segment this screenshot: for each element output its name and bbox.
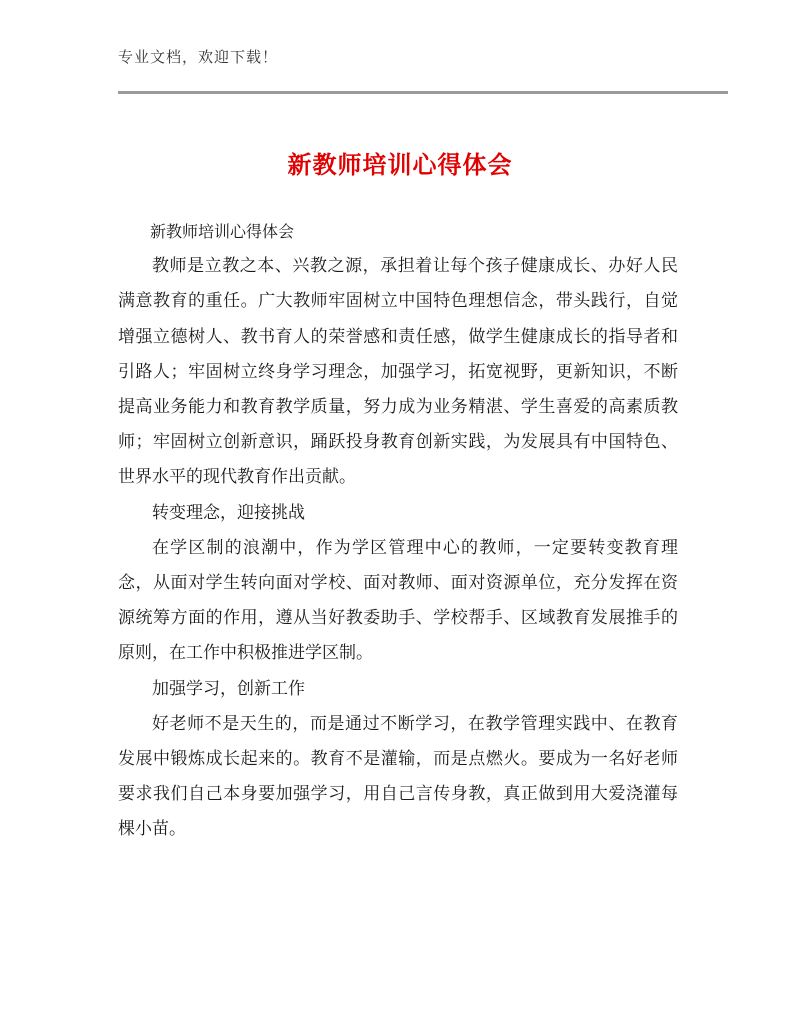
section-heading-change-ideas: 转变理念，迎接挑战 <box>152 502 305 523</box>
paragraph-intro: 教师是立教之本、兴教之源，承担着让每个孩子健康成长、办好人民满意教育的重任。广大教师牢固树立中国特色理想信念，带头践行，自觉增强立德树人、教书育人的荣誉感和责任感，做学生健康成长的指导者和引路人；牢固树立终身学习理念，加强学习，拓宽视野，更新知识，不断提高业务能力和教育教学质量，努力成为业务精湛、学生喜爱的高素质教师；牢固树立创新意识，踊跃投身教育创新实践，为发展具有中国特色、世界水平的现代教育作出贡献。 <box>118 256 678 488</box>
section-heading-strengthen-learning: 加强学习，创新工作 <box>152 678 305 699</box>
page-header-note: 专业文档，欢迎下载！ <box>118 48 279 66</box>
document-subtitle: 新教师培训心得体会 <box>150 222 295 241</box>
header-divider <box>118 91 728 94</box>
paragraph-good-teacher: 好老师不是天生的，而是通过不断学习，在教学管理实践中、在教育发展中锻炼成长起来的。教育不是灌输，而是点燃火。要成为一名好老师要求我们自己本身要加强学习，用自己言传身教，真正做到用大爱浇灌每棵小苗。 <box>118 713 678 840</box>
document-title: 新教师培训心得体会 <box>287 151 513 179</box>
paragraph-school-district: 在学区制的浪潮中，作为学区管理中心的教师，一定要转变教育理念，从面对学生转向面对学校、面对教师、面对资源单位，充分发挥在资源统筹方面的作用，遵从当好教委助手、学校帮手、区域教育发展推手的原则，在工作中积极推进学区制。 <box>118 537 678 664</box>
document-body <box>118 214 678 848</box>
